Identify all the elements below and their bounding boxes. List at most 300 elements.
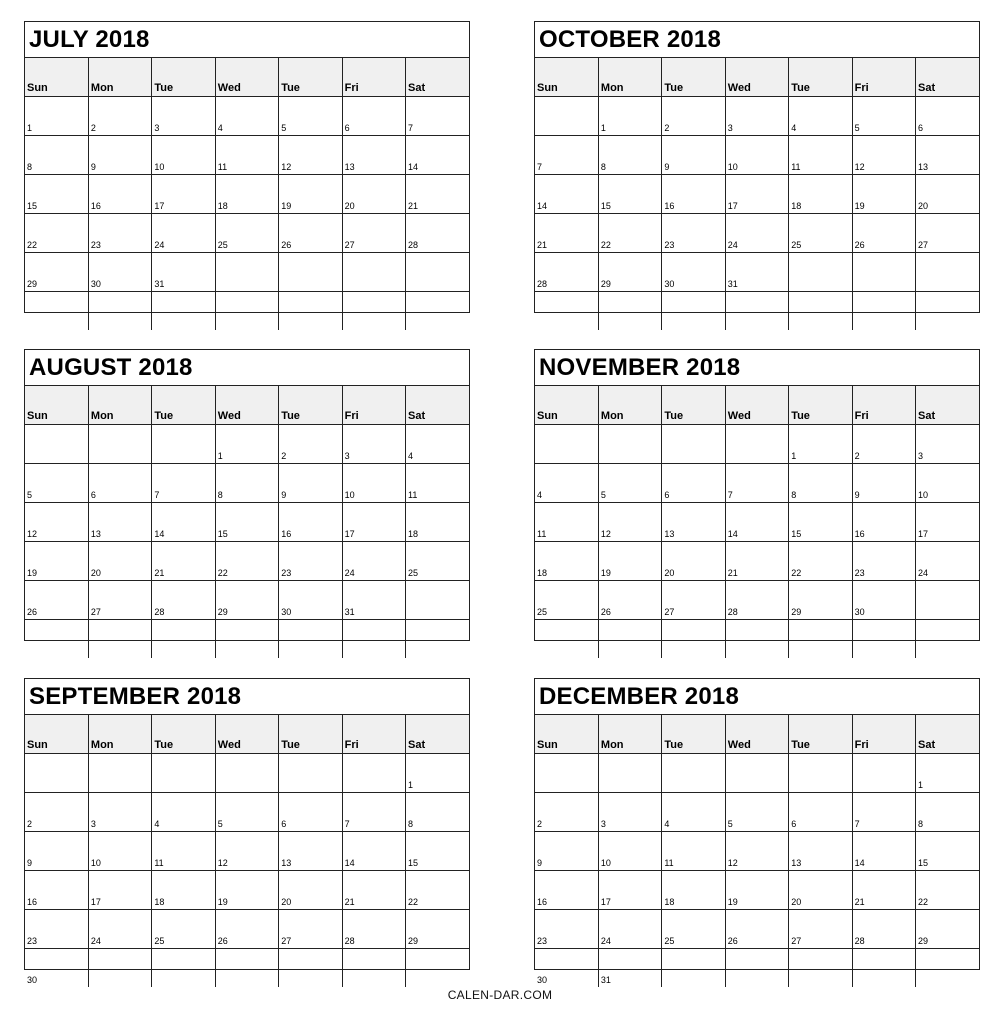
day-cell: 6 <box>916 97 979 136</box>
day-cell: 20 <box>342 175 405 214</box>
week-row <box>25 292 469 331</box>
day-cell: 27 <box>789 910 852 949</box>
day-cell <box>535 754 598 793</box>
day-cell <box>789 253 852 292</box>
month-title: SEPTEMBER 2018 <box>25 679 469 715</box>
weekday-header: Mon <box>598 715 661 754</box>
day-cell: 18 <box>662 871 725 910</box>
weekday-header: Sun <box>535 58 598 97</box>
day-cell: 12 <box>25 503 88 542</box>
day-cell <box>535 292 598 331</box>
day-cell: 27 <box>662 581 725 620</box>
day-cell <box>152 425 215 464</box>
week-row <box>25 253 469 292</box>
day-cell: 25 <box>789 214 852 253</box>
day-cell <box>279 253 342 292</box>
day-cell: 28 <box>406 214 469 253</box>
day-cell <box>342 949 405 988</box>
day-cell: 3 <box>152 97 215 136</box>
week-row <box>25 97 469 136</box>
week-row <box>25 793 469 832</box>
day-cell: 14 <box>535 175 598 214</box>
weekday-header: Sun <box>25 386 88 425</box>
day-cell: 14 <box>852 832 915 871</box>
day-cell: 26 <box>852 214 915 253</box>
day-cell: 30 <box>852 581 915 620</box>
weekday-header: Mon <box>88 715 151 754</box>
month-title: JULY 2018 <box>25 22 469 58</box>
day-cell: 20 <box>662 542 725 581</box>
weekday-header: Fri <box>852 715 915 754</box>
week-row <box>25 464 469 503</box>
day-cell: 16 <box>279 503 342 542</box>
day-cell: 17 <box>342 503 405 542</box>
day-cell: 26 <box>215 910 278 949</box>
day-cell <box>25 292 88 331</box>
day-cell: 29 <box>25 253 88 292</box>
weekday-header: Fri <box>852 386 915 425</box>
day-cell: 26 <box>725 910 788 949</box>
day-cell: 21 <box>725 542 788 581</box>
day-cell <box>852 292 915 331</box>
day-cell: 24 <box>916 542 979 581</box>
day-cell <box>88 292 151 331</box>
day-cell: 30 <box>279 581 342 620</box>
week-row <box>25 832 469 871</box>
month-calendar <box>24 349 470 641</box>
day-cell: 1 <box>406 754 469 793</box>
day-cell <box>598 425 661 464</box>
day-cell <box>406 253 469 292</box>
day-cell: 26 <box>279 214 342 253</box>
day-cell: 14 <box>152 503 215 542</box>
weekday-header: Tue <box>662 58 725 97</box>
day-cell <box>215 754 278 793</box>
month-table <box>535 715 979 987</box>
day-cell <box>852 949 915 988</box>
day-cell: 28 <box>152 581 215 620</box>
day-cell: 27 <box>916 214 979 253</box>
day-cell: 4 <box>215 97 278 136</box>
week-row <box>535 793 979 832</box>
day-cell: 28 <box>535 253 598 292</box>
day-cell: 31 <box>342 581 405 620</box>
day-cell: 18 <box>789 175 852 214</box>
weekday-header: Tue <box>152 386 215 425</box>
day-cell: 2 <box>88 97 151 136</box>
day-cell: 16 <box>852 503 915 542</box>
day-cell: 24 <box>598 910 661 949</box>
weekday-header: Mon <box>598 386 661 425</box>
weekday-header: Wed <box>215 58 278 97</box>
month-table <box>535 386 979 658</box>
day-cell: 13 <box>342 136 405 175</box>
day-cell <box>916 620 979 659</box>
day-cell: 13 <box>662 503 725 542</box>
month-calendar <box>534 678 980 985</box>
day-cell: 19 <box>725 871 788 910</box>
month-title: OCTOBER 2018 <box>535 22 979 58</box>
weekday-header-row <box>535 58 979 97</box>
day-cell: 13 <box>279 832 342 871</box>
day-cell <box>342 620 405 659</box>
day-cell: 8 <box>25 136 88 175</box>
day-cell: 23 <box>25 910 88 949</box>
month-calendar <box>24 21 470 313</box>
day-cell: 1 <box>598 97 661 136</box>
day-cell <box>598 292 661 331</box>
day-cell: 29 <box>789 581 852 620</box>
day-cell <box>725 949 788 988</box>
weekday-header: Wed <box>215 386 278 425</box>
weekday-header-row <box>25 715 469 754</box>
day-cell: 6 <box>662 464 725 503</box>
day-cell <box>406 949 469 988</box>
weekday-header: Tue <box>152 715 215 754</box>
day-cell: 5 <box>279 97 342 136</box>
day-cell: 10 <box>916 464 979 503</box>
day-cell: 15 <box>789 503 852 542</box>
day-cell: 25 <box>662 910 725 949</box>
week-row <box>535 253 979 292</box>
day-cell <box>725 425 788 464</box>
day-cell: 24 <box>88 910 151 949</box>
day-cell <box>88 754 151 793</box>
day-cell: 1 <box>789 425 852 464</box>
day-cell: 20 <box>88 542 151 581</box>
month-calendar <box>534 349 980 641</box>
weekday-header: Fri <box>342 58 405 97</box>
day-cell: 25 <box>535 581 598 620</box>
day-cell: 24 <box>152 214 215 253</box>
day-cell: 1 <box>215 425 278 464</box>
day-cell: 24 <box>342 542 405 581</box>
day-cell <box>279 949 342 988</box>
day-cell: 14 <box>406 136 469 175</box>
weekday-header: Sat <box>406 386 469 425</box>
day-cell: 11 <box>535 503 598 542</box>
day-cell <box>342 754 405 793</box>
month-table <box>25 58 469 330</box>
day-cell: 20 <box>279 871 342 910</box>
week-row <box>535 214 979 253</box>
day-cell <box>25 620 88 659</box>
day-cell: 15 <box>406 832 469 871</box>
day-cell <box>406 620 469 659</box>
week-row <box>25 136 469 175</box>
week-row <box>535 136 979 175</box>
day-cell: 30 <box>88 253 151 292</box>
day-cell: 10 <box>152 136 215 175</box>
day-cell: 22 <box>789 542 852 581</box>
weekday-header: Sat <box>916 386 979 425</box>
weekday-header: Sat <box>916 715 979 754</box>
day-cell: 8 <box>789 464 852 503</box>
day-cell <box>406 292 469 331</box>
day-cell <box>25 754 88 793</box>
day-cell <box>725 292 788 331</box>
day-cell: 21 <box>342 871 405 910</box>
day-cell: 14 <box>342 832 405 871</box>
day-cell: 22 <box>25 214 88 253</box>
week-row <box>535 464 979 503</box>
weekday-header: Mon <box>598 58 661 97</box>
day-cell: 18 <box>406 503 469 542</box>
day-cell: 5 <box>852 97 915 136</box>
day-cell: 31 <box>598 949 661 988</box>
day-cell: 16 <box>88 175 151 214</box>
day-cell: 28 <box>725 581 788 620</box>
day-cell: 10 <box>598 832 661 871</box>
day-cell: 9 <box>25 832 88 871</box>
weekday-header: Sat <box>406 58 469 97</box>
weekday-header-row <box>25 58 469 97</box>
weekday-header: Wed <box>725 386 788 425</box>
day-cell: 8 <box>406 793 469 832</box>
day-cell: 6 <box>789 793 852 832</box>
day-cell: 4 <box>789 97 852 136</box>
day-cell: 12 <box>852 136 915 175</box>
week-row <box>25 620 469 659</box>
day-cell <box>916 949 979 988</box>
weekday-header: Sun <box>535 715 598 754</box>
day-cell: 7 <box>725 464 788 503</box>
day-cell: 9 <box>88 136 151 175</box>
day-cell <box>852 754 915 793</box>
day-cell: 3 <box>725 97 788 136</box>
day-cell: 5 <box>598 464 661 503</box>
day-cell <box>662 425 725 464</box>
weekday-header: Mon <box>88 58 151 97</box>
day-cell <box>342 292 405 331</box>
week-row <box>25 949 469 988</box>
day-cell <box>215 292 278 331</box>
day-cell: 19 <box>25 542 88 581</box>
day-cell <box>152 292 215 331</box>
weekday-header: Tue <box>279 386 342 425</box>
day-cell: 26 <box>25 581 88 620</box>
week-row <box>535 542 979 581</box>
day-cell: 10 <box>88 832 151 871</box>
day-cell: 31 <box>725 253 788 292</box>
weekday-header: Tue <box>789 715 852 754</box>
day-cell: 12 <box>215 832 278 871</box>
day-cell: 6 <box>279 793 342 832</box>
day-cell <box>535 425 598 464</box>
day-cell: 13 <box>916 136 979 175</box>
weekday-header: Sun <box>25 58 88 97</box>
weekday-header: Tue <box>662 386 725 425</box>
day-cell: 16 <box>662 175 725 214</box>
day-cell: 8 <box>598 136 661 175</box>
day-cell: 18 <box>152 871 215 910</box>
day-cell: 13 <box>789 832 852 871</box>
week-row <box>25 214 469 253</box>
day-cell: 9 <box>852 464 915 503</box>
day-cell: 10 <box>342 464 405 503</box>
day-cell <box>662 949 725 988</box>
day-cell: 27 <box>342 214 405 253</box>
weekday-header: Mon <box>88 386 151 425</box>
week-row <box>535 754 979 793</box>
day-cell <box>852 253 915 292</box>
day-cell: 15 <box>215 503 278 542</box>
day-cell <box>662 754 725 793</box>
week-row <box>25 542 469 581</box>
day-cell: 19 <box>852 175 915 214</box>
day-cell: 7 <box>852 793 915 832</box>
day-cell: 7 <box>152 464 215 503</box>
weekday-header: Sun <box>25 715 88 754</box>
day-cell: 4 <box>535 464 598 503</box>
week-row <box>25 871 469 910</box>
week-row <box>25 910 469 949</box>
day-cell: 4 <box>152 793 215 832</box>
day-cell <box>789 620 852 659</box>
day-cell <box>916 581 979 620</box>
week-row <box>25 425 469 464</box>
day-cell: 2 <box>25 793 88 832</box>
day-cell <box>88 949 151 988</box>
week-row <box>535 620 979 659</box>
day-cell: 17 <box>598 871 661 910</box>
week-row <box>535 910 979 949</box>
day-cell: 19 <box>215 871 278 910</box>
weekday-header: Wed <box>725 58 788 97</box>
weekday-header: Fri <box>342 386 405 425</box>
day-cell: 24 <box>725 214 788 253</box>
day-cell <box>279 754 342 793</box>
month-calendar <box>534 21 980 313</box>
day-cell <box>916 292 979 331</box>
day-cell: 23 <box>88 214 151 253</box>
day-cell: 30 <box>25 949 88 988</box>
day-cell: 5 <box>215 793 278 832</box>
day-cell: 23 <box>279 542 342 581</box>
month-title: DECEMBER 2018 <box>535 679 979 715</box>
week-row <box>535 832 979 871</box>
week-row <box>535 503 979 542</box>
footer-credit: CALEN-DAR.COM <box>447 988 553 1002</box>
day-cell <box>789 292 852 331</box>
weekday-header: Wed <box>725 715 788 754</box>
day-cell: 2 <box>852 425 915 464</box>
week-row <box>535 97 979 136</box>
day-cell <box>279 620 342 659</box>
day-cell <box>725 620 788 659</box>
day-cell <box>598 620 661 659</box>
day-cell: 3 <box>916 425 979 464</box>
day-cell <box>725 754 788 793</box>
month-table <box>25 715 469 987</box>
day-cell <box>152 949 215 988</box>
day-cell: 11 <box>406 464 469 503</box>
day-cell: 30 <box>662 253 725 292</box>
day-cell: 7 <box>406 97 469 136</box>
day-cell <box>916 253 979 292</box>
day-cell: 16 <box>535 871 598 910</box>
day-cell: 27 <box>279 910 342 949</box>
day-cell: 29 <box>215 581 278 620</box>
day-cell: 21 <box>152 542 215 581</box>
day-cell: 8 <box>916 793 979 832</box>
weekday-header: Tue <box>279 58 342 97</box>
day-cell: 8 <box>215 464 278 503</box>
weekday-header: Wed <box>215 715 278 754</box>
day-cell: 20 <box>916 175 979 214</box>
day-cell: 25 <box>215 214 278 253</box>
day-cell <box>25 425 88 464</box>
day-cell: 29 <box>406 910 469 949</box>
day-cell: 12 <box>598 503 661 542</box>
weekday-header: Sun <box>535 386 598 425</box>
day-cell: 23 <box>535 910 598 949</box>
weekday-header: Tue <box>662 715 725 754</box>
day-cell: 15 <box>598 175 661 214</box>
day-cell <box>88 620 151 659</box>
day-cell: 1 <box>916 754 979 793</box>
day-cell: 6 <box>88 464 151 503</box>
day-cell <box>279 292 342 331</box>
week-row <box>535 175 979 214</box>
day-cell: 17 <box>152 175 215 214</box>
day-cell: 21 <box>535 214 598 253</box>
weekday-header: Tue <box>789 386 852 425</box>
month-title: AUGUST 2018 <box>25 350 469 386</box>
day-cell <box>215 949 278 988</box>
weekday-header: Fri <box>342 715 405 754</box>
day-cell: 29 <box>598 253 661 292</box>
day-cell: 9 <box>279 464 342 503</box>
day-cell: 25 <box>406 542 469 581</box>
day-cell <box>342 253 405 292</box>
day-cell <box>789 754 852 793</box>
day-cell: 26 <box>598 581 661 620</box>
weekday-header-row <box>535 386 979 425</box>
day-cell: 17 <box>725 175 788 214</box>
day-cell: 9 <box>535 832 598 871</box>
day-cell: 19 <box>279 175 342 214</box>
weekday-header: Fri <box>852 58 915 97</box>
day-cell: 23 <box>852 542 915 581</box>
day-cell: 1 <box>27 123 33 133</box>
day-cell: 2 <box>662 97 725 136</box>
day-cell: 6 <box>342 97 405 136</box>
day-cell: 22 <box>916 871 979 910</box>
weekday-header: Sat <box>406 715 469 754</box>
day-cell: 4 <box>406 425 469 464</box>
day-cell <box>535 620 598 659</box>
day-cell <box>662 620 725 659</box>
day-cell <box>662 292 725 331</box>
day-cell: 4 <box>662 793 725 832</box>
week-row <box>535 292 979 331</box>
day-cell <box>535 97 598 136</box>
week-row <box>535 949 979 988</box>
day-cell: 11 <box>215 136 278 175</box>
day-cell: 18 <box>215 175 278 214</box>
day-cell: 17 <box>88 871 151 910</box>
day-cell: 12 <box>725 832 788 871</box>
day-cell: 31 <box>152 253 215 292</box>
day-cell: 16 <box>25 871 88 910</box>
week-row <box>535 581 979 620</box>
day-cell: 17 <box>916 503 979 542</box>
day-cell: 28 <box>852 910 915 949</box>
weekday-header: Tue <box>152 58 215 97</box>
day-cell: 3 <box>598 793 661 832</box>
day-cell: 22 <box>598 214 661 253</box>
